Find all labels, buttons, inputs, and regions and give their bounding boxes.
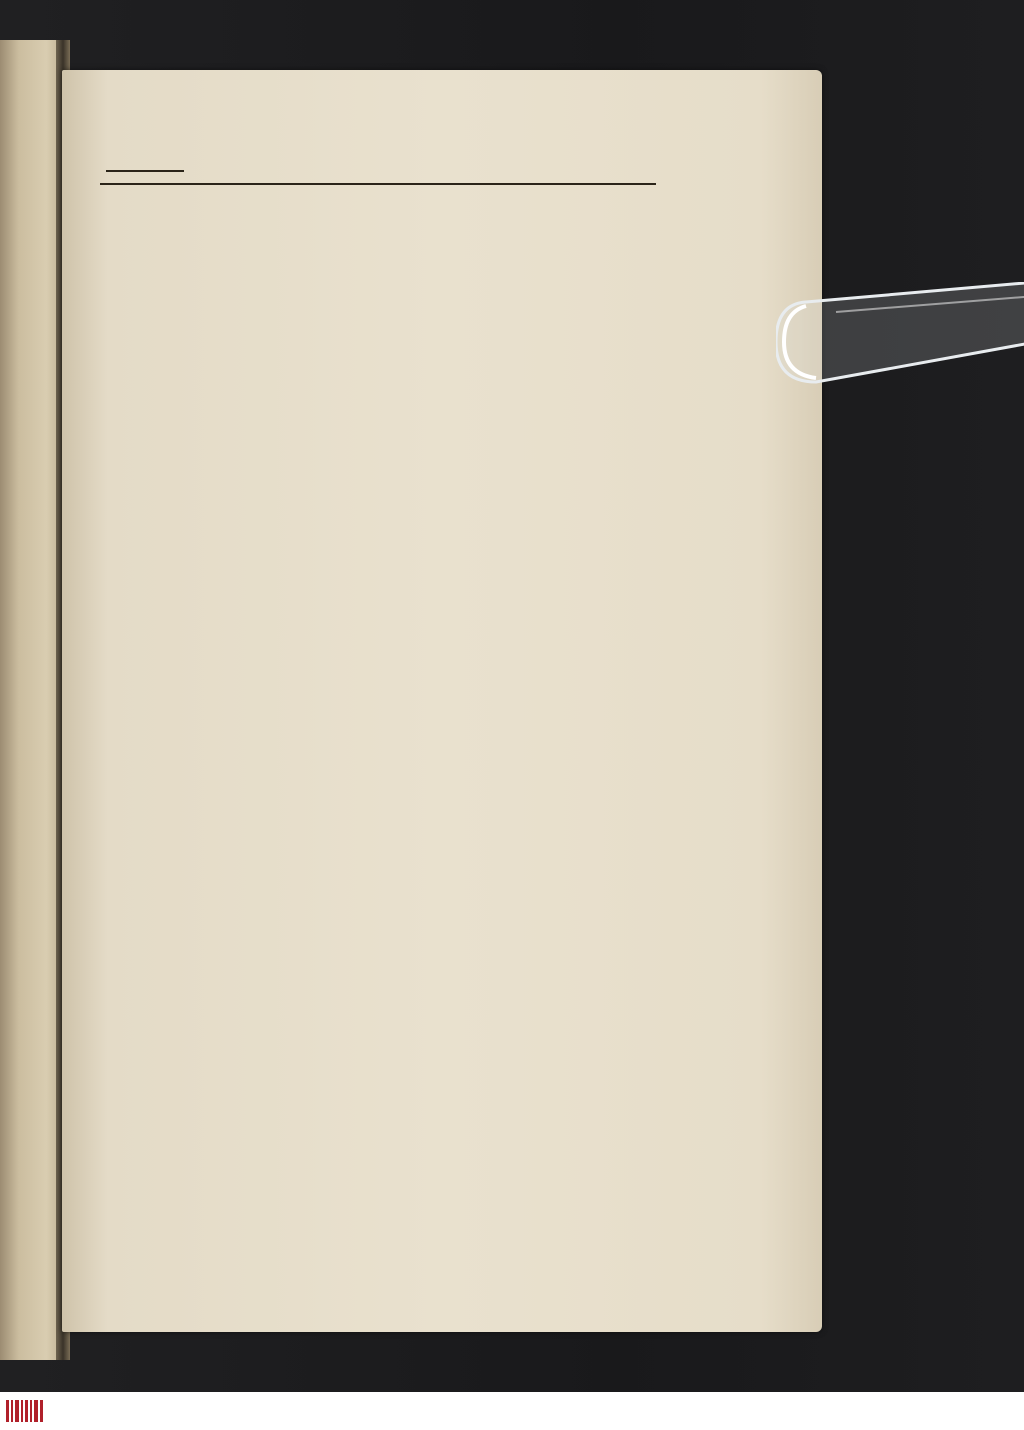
- glass-weight: [776, 282, 1024, 402]
- barcode-icon: [4, 1396, 46, 1426]
- previous-page-edge: [0, 40, 62, 1360]
- footer-bar: [0, 1392, 1024, 1430]
- running-head-rule: [100, 183, 656, 185]
- running-head-rule-left: [106, 170, 184, 172]
- book-page: [62, 70, 822, 1332]
